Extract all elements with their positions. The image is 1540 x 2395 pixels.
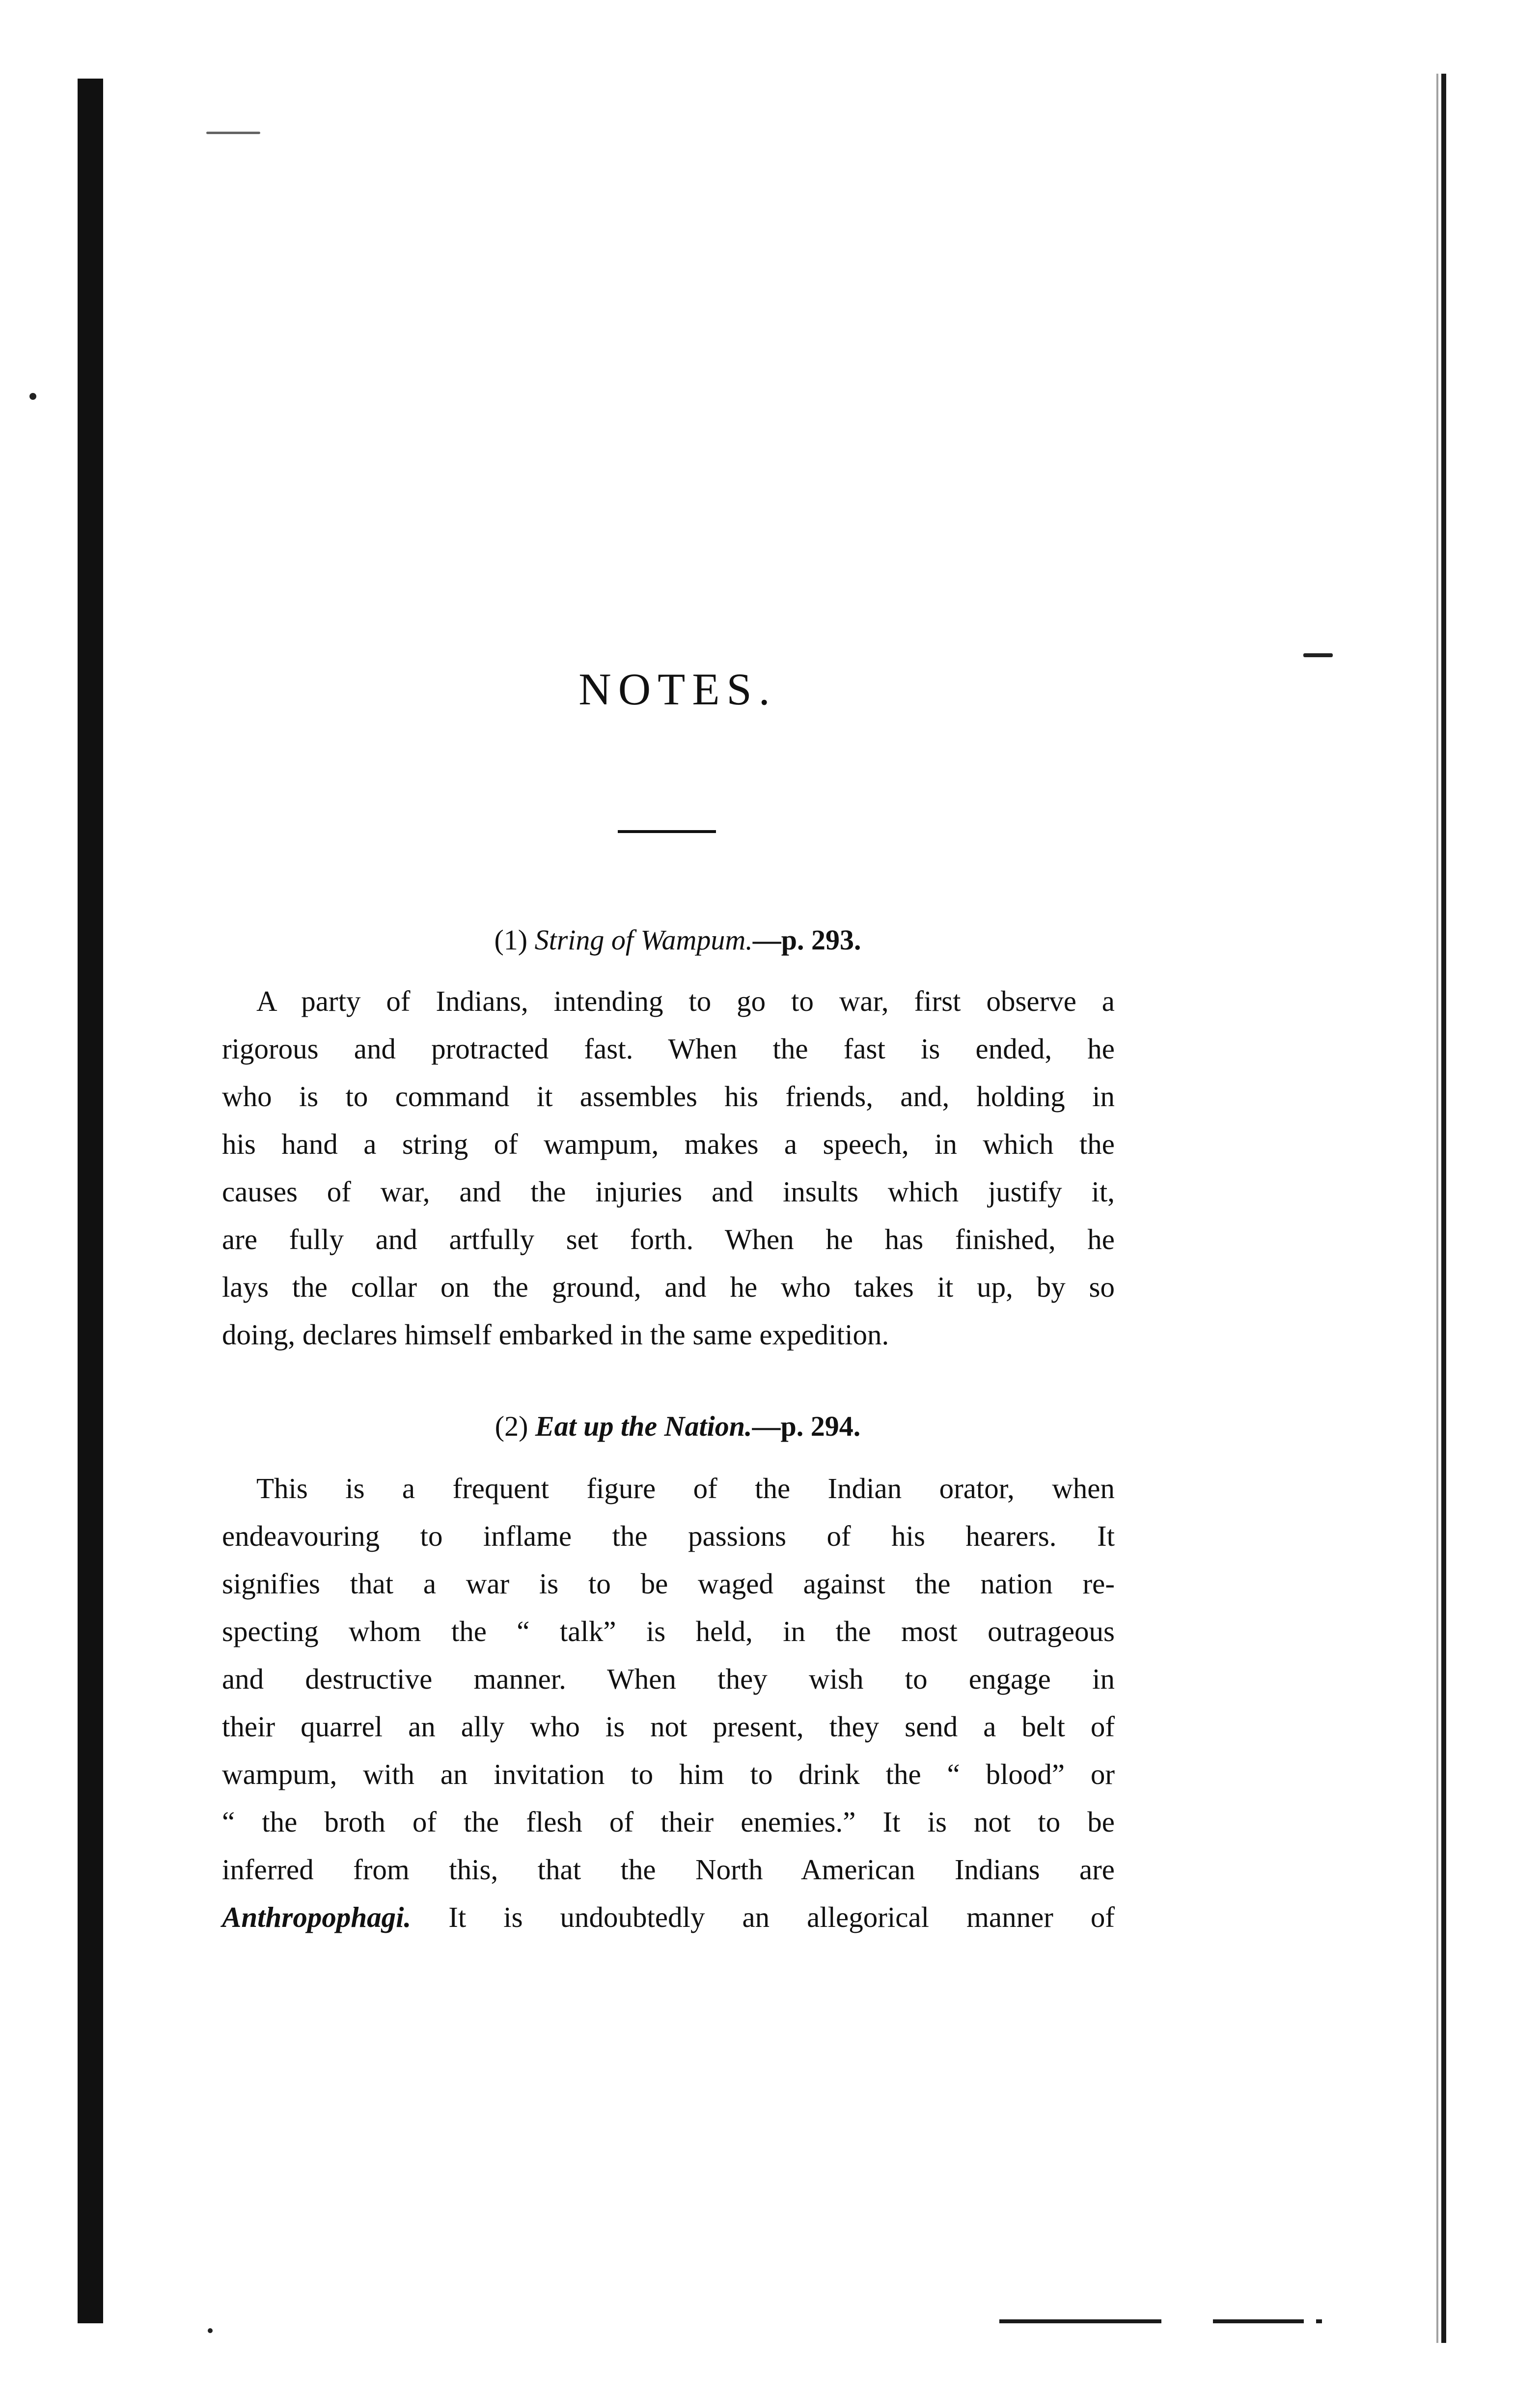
text-line: their quarrel an ally who is not present, they send a belt of: [222, 1710, 1115, 1743]
note-paragraph: [222, 977, 1115, 1359]
speck: [208, 2328, 213, 2333]
text-line: specting whom the “ talk” is held, in the most outrageous: [222, 1615, 1115, 1647]
text-line: wampum, with an invitation to him to drink the “ blood” or: [222, 1758, 1115, 1790]
text-line: endeavouring to inflame the passions of his hearers. It: [222, 1520, 1115, 1552]
speck: [206, 132, 260, 134]
text-line: inferred from this, that the North American Indians are: [222, 1853, 1115, 1886]
text-line: his hand a string of wampum, makes a speech, in which the: [222, 1128, 1115, 1160]
text-line: and destructive manner. When they wish to engage in: [222, 1663, 1115, 1695]
text-line: rigorous and protracted fast. When the fast is ended, he: [222, 1032, 1115, 1065]
page-title: NOTES.: [578, 664, 777, 714]
bottom-edge-mark: [999, 2319, 1161, 2323]
text-line: [222, 1894, 1115, 1941]
text-line: lays the collar on the ground, and he who takes it up, by so: [222, 1271, 1115, 1303]
text-line: causes of war, and the injuries and insults which justify it,: [222, 1175, 1115, 1208]
speck: [1303, 653, 1333, 657]
text-line: are fully and artfully set forth. When he has finished, he: [222, 1223, 1115, 1255]
note-number: (1): [494, 924, 528, 956]
binding-edge-shadow: [78, 79, 103, 2323]
title-rule: [618, 830, 716, 833]
text-line: A party of Indians, intending to go to war, first observe a: [256, 985, 1115, 1017]
text-line: signifies that a war is to be waged against the nation re-: [222, 1567, 1115, 1600]
speck: [29, 393, 36, 400]
bottom-edge-mark: [1213, 2319, 1304, 2323]
text-line: doing, declares himself embarked in the same expedition.: [222, 1318, 889, 1351]
text-line: who is to command it assembles his friends, and, holding in: [222, 1080, 1115, 1113]
note-title: Eat up the Nation.: [535, 1410, 752, 1442]
italic-term: Anthropophagi.: [222, 1901, 412, 1933]
note-heading: [0, 923, 1355, 956]
note-number: (2): [495, 1410, 528, 1442]
bottom-edge-mark: [1316, 2319, 1322, 2323]
text-line: This is a frequent figure of the Indian orator, when: [256, 1472, 1115, 1504]
note-paragraph: [222, 1465, 1115, 1941]
text-line: “ the broth of the flesh of their enemies.” It is not to be: [222, 1806, 1115, 1838]
page-edge-shadow: [1441, 74, 1446, 2343]
note-title: String of Wampum.: [534, 924, 753, 956]
note-page-ref: —p. 293.: [752, 924, 861, 956]
text-line-rest: It is undoubtedly an allegorical manner of: [411, 1901, 1115, 1933]
page-edge-shadow-inner: [1436, 74, 1438, 2343]
note-page-ref: —p. 294.: [752, 1410, 861, 1442]
note-heading: [0, 1410, 1355, 1443]
